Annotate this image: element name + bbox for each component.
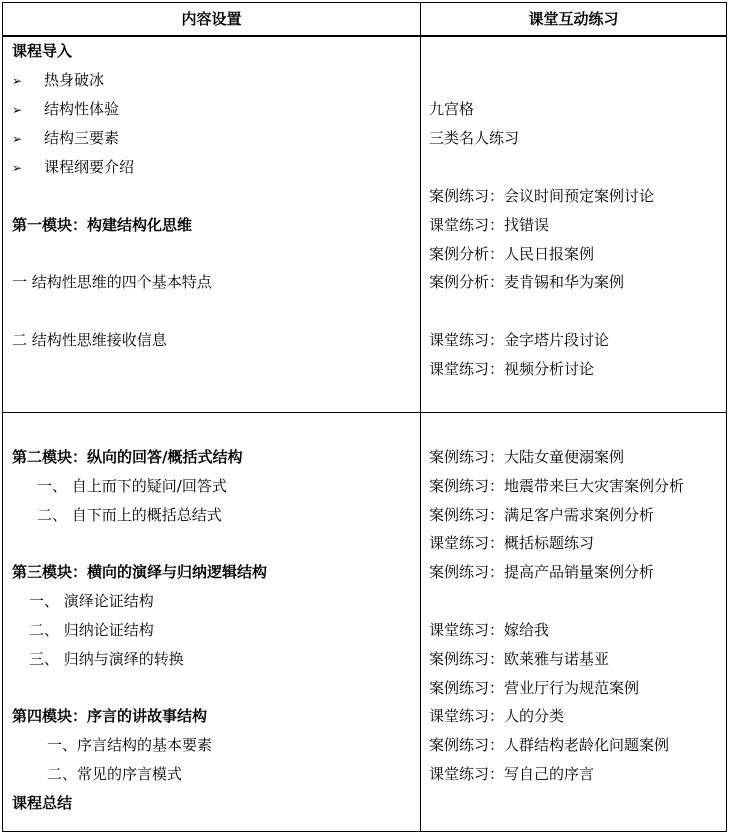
module1-title: 第一模块：构建结构化思维 xyxy=(12,216,193,234)
module3-item: 三、 归纳与演绎的转换 xyxy=(29,650,184,668)
module2-title: 第二模块：纵向的回答/概括式结构 xyxy=(12,448,243,466)
exercise-item: 课堂练习：写自己的序言 xyxy=(429,765,595,783)
header-content-settings: 内容设置 xyxy=(181,10,242,28)
intro-title: 课程导入 xyxy=(12,42,73,60)
arrow-bullet-icon: ➢ xyxy=(12,161,23,175)
summary-title: 课程总结 xyxy=(12,794,73,812)
exercise-item: 课堂练习：金字塔片段讨论 xyxy=(429,331,610,349)
exercise-item: 课堂练习：找错误 xyxy=(429,216,550,234)
arrow-bullet-icon: ➢ xyxy=(12,74,23,88)
module1-item: 一 结构性思维的四个基本特点 xyxy=(12,273,212,291)
intro-item: ➢ 课程纲要介绍 xyxy=(12,158,135,176)
module4-item: 二、常见的序言模式 xyxy=(47,765,183,783)
exercise-item: 课堂练习：视频分析讨论 xyxy=(429,360,595,378)
exercise-item: 案例练习：营业厅行为规范案例 xyxy=(429,679,640,697)
header-class-interaction: 课堂互动练习 xyxy=(528,10,619,28)
exercise-item: 案例练习：地震带来巨大灾害案例分析 xyxy=(429,477,685,495)
exercise-item: 课堂练习：人的分类 xyxy=(429,707,565,725)
module4-title: 第四模块：序言的讲故事结构 xyxy=(12,707,208,725)
exercise-item: 案例分析：人民日报案例 xyxy=(429,245,595,263)
module1-item: 二 结构性思维接收信息 xyxy=(12,331,167,349)
exercise-item: 课堂练习：嫁给我 xyxy=(429,621,550,639)
exercise-item: 案例分析：麦肯锡和华为案例 xyxy=(429,273,625,291)
exercise-item: 九宫格 xyxy=(429,100,475,118)
arrow-bullet-icon: ➢ xyxy=(12,132,23,146)
row-divider xyxy=(3,412,726,413)
module3-item: 一、 演绎论证结构 xyxy=(29,592,154,610)
course-table xyxy=(2,2,727,832)
exercise-item: 案例练习：欧莱雅与诺基亚 xyxy=(429,650,610,668)
intro-item: ➢ 结构性体验 xyxy=(12,100,120,118)
exercise-item: 案例练习：满足客户需求案例分析 xyxy=(429,506,655,524)
arrow-bullet-icon: ➢ xyxy=(12,103,23,117)
column-divider xyxy=(420,3,421,831)
exercise-item: 案例练习：会议时间预定案例讨论 xyxy=(429,187,655,205)
exercise-item: 案例练习：大陆女童便溺案例 xyxy=(429,448,625,466)
module2-item: 一、 自上而下的疑问/回答式 xyxy=(37,477,227,495)
header-divider xyxy=(3,35,726,37)
module4-item: 一、序言结构的基本要素 xyxy=(47,736,213,754)
exercise-item: 案例练习：人群结构老龄化问题案例 xyxy=(429,736,670,754)
exercise-item: 课堂练习：概括标题练习 xyxy=(429,534,595,552)
module3-item: 二、 归纳论证结构 xyxy=(29,621,154,639)
exercise-item: 三类名人练习 xyxy=(429,129,520,147)
exercise-item: 案例练习：提高产品销量案例分析 xyxy=(429,563,655,581)
intro-item: ➢ 热身破冰 xyxy=(12,71,105,89)
intro-item: ➢ 结构三要素 xyxy=(12,129,120,147)
module2-item: 二、 自下而上的概括总结式 xyxy=(37,506,222,524)
module3-title: 第三模块：横向的演绎与归纳逻辑结构 xyxy=(12,563,268,581)
